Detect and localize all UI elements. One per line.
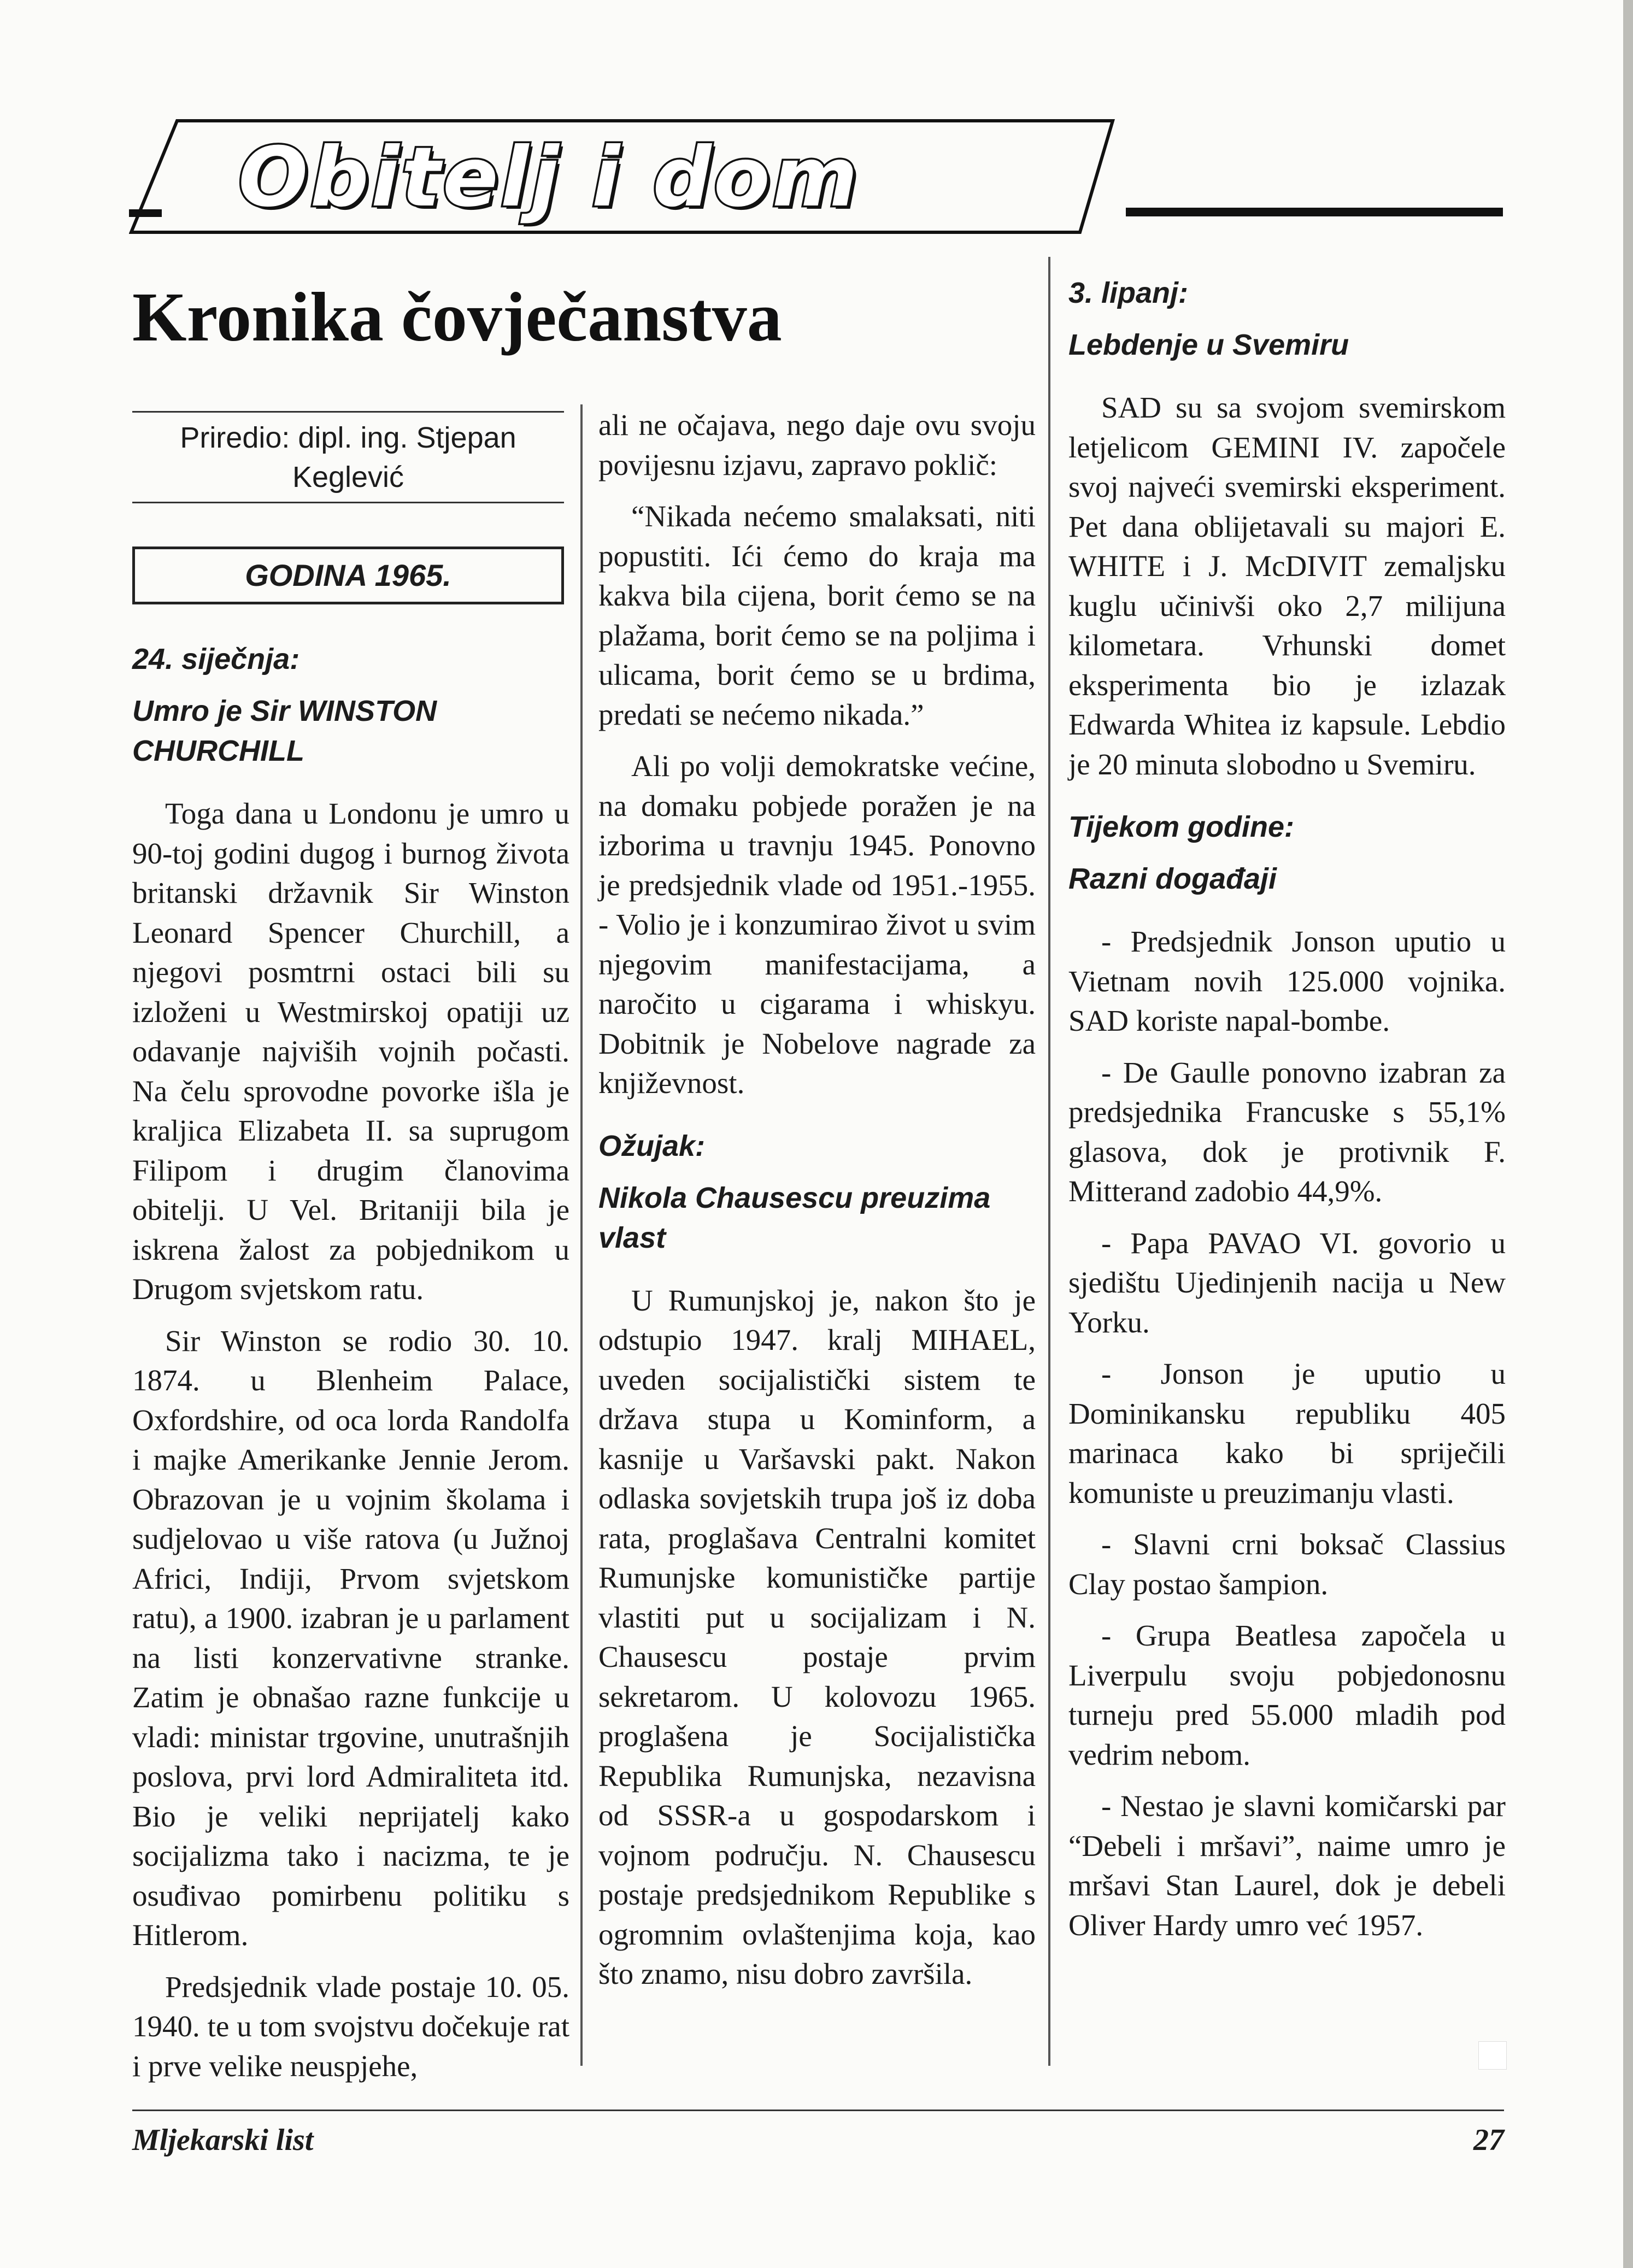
event-item: - Nestao je slavni komičarski par “Debeli i mršavi”, naime umro je mršavi Stan Laurel, dok je debeli Oliver Hardy umro već 1957. [1068, 1789, 1506, 1942]
col2-quote: “Nikada nećemo smalaksati, niti popustiti. Ići ćemo do kraja ma kakva bila cijena, borit ćemo se na plažama, borit ćemo se na poljima i ulicama, borit ćemo se u brdima, predati se nećemo nikada.” [598, 500, 1036, 731]
page-number: 27 [1473, 2123, 1504, 2157]
column-divider [1048, 257, 1050, 2066]
event-item: - Jonson je uputio u Dominikansku republiku 405 marinaca kako bi spriječili komuniste u preuzimanju vlasti. [1068, 1357, 1506, 1509]
byline: Priredio: dipl. ing. Stjepan Keglević [180, 421, 516, 493]
col1-paragraph: Predsjednik vlade postaje 10. 05. 1940. te u tom svojstvu dočekuje rat i prve velike neuspjehe, [132, 1970, 569, 2083]
col3-paragraph: SAD su sa svojom svemirskom letjelicom GEMINI IV. započele svoj najveći svemirski eksperiment. Pet dana oblijetavali su majori E. WHITE i J. McDIVIT zemaljsku kuglu učinivši oko 2,7 milijuna kilometara. Vrhunski domet eksperimenta bio je izlazak Edwarda Whitea iz kapsule. Lebdio je 20 minuta slobodno u Svemiru. [1068, 391, 1506, 781]
scan-edge [1623, 0, 1633, 2268]
col3-headline: Lebdenje u Svemiru [1068, 328, 1349, 361]
column-2 [598, 406, 1036, 1994]
col3-section-headline: Razni događaji [1068, 862, 1277, 895]
column-divider [580, 404, 583, 2066]
col2-date: Ožujak: [598, 1129, 706, 1162]
event-item: - Grupa Beatlesa započela u Liverpulu svoju pobjedonosnu turneju pred 55.000 mladih pod vedrim nebom. [1068, 1619, 1506, 1771]
col3-date: 3. lipanj: [1068, 277, 1189, 309]
col2-paragraph: Ali po volji demokratske većine, na domaku pobjede poražen je na izborima u travnju 1945. Ponovno je predsjednik vlade od 1951.-1955. - Volio je i konzumirao život u svim njegovim manifestacijama, a naročito u cigarama i whiskyu. Dobitnik je Nobelove nagrade za književnost. [598, 749, 1036, 1100]
year-box: GODINA 1965. [132, 547, 564, 604]
section-banner [129, 117, 1121, 238]
page-title: Kronika čovječanstva [132, 278, 782, 356]
event-item: - Papa PAVAO VI. govorio u sjedištu Ujedinjenih nacija u New Yorku. [1068, 1226, 1506, 1339]
col1-paragraph: Sir Winston se rodio 30. 10. 1874. u Blenheim Palace, Oxfordshire, od oca lorda Randolfa i majke Amerikanke Jennie Jerom. Obrazovan je u vojnim školama i sudjelovao u više ratova (u Južnoj Africi, Indiji, Prvom svjetskom ratu), a 1900. izabran je u parlament na listi konzervativne stranke. Zatim je obnašao razne funkcije u vladi: ministar trgovine, unutrašnjih poslova, prvi lord Admiraliteta itd. Bio je veliki neprijatelj kako socijalizma tako i nacizma, te je osuđivao pomirbenu politiku s Hitlerom. [132, 1324, 569, 1952]
col3-section-date: Tijekom godine: [1068, 810, 1295, 843]
event-item: - De Gaulle ponovno izabran za predsjednika Francuske s 55,1% glasova, dok je protivnik F. Mitterand zadobio 44,9%. [1068, 1055, 1506, 1208]
byline-bottom-rule [132, 502, 564, 503]
column-1 [132, 639, 569, 2086]
footer-rule [132, 2110, 1504, 2111]
section-title: Obitelj i dom [238, 130, 860, 225]
col2-headline: Nikola Chausescu preuzima vlast [598, 1181, 991, 1254]
banner-rule [1126, 208, 1503, 216]
end-of-article-mark [1478, 2041, 1507, 2070]
col2-paragraph: ali ne očajava, nego daje ovu svoju povijesnu izjavu, zapravo poklič: [598, 408, 1036, 481]
col1-paragraph: Toga dana u Londonu je umro u 90-toj godini dugog i burnog života britanski državnik Sir Winston Leonard Spencer Churchill, a njegovi posmtrni ostaci bili su izloženi u Westmirskoj opatiji uz odavanje najviših vojnih počasti. Na čelu sprovodne povorke išla je kraljica Elizabeta II. sa suprugom Filipom i drugim članovima obitelji. U Vel. Britaniji bila je iskrena žalost za pobjednikom u Drugom svjetskom ratu. [132, 797, 569, 1306]
col2-paragraph: U Rumunjskoj je, nakon što je odstupio 1947. kralj MIHAEL, uveden socijalistički sistem te država stupa u Kominform, a kasnije u Varšavski pakt. Nakon odlaska sovjetskih trupa još iz doba rata, proglašava Centralni komitet Rumunjske komunističke partije vlastiti put u socijalizam i N. Chausescu postaje prvim sekretarom. U kolovozu 1965. proglašena je Socijalistička Republika Rumunjska, nezavisna od SSSR-a u gospodarskom i vojnom području. N. Chausescu postaje predsjednikom Republike s ogromnim ovlaštenjima koja, kao što znamo, nisu dobro završila. [598, 1283, 1036, 1990]
col1-headline: Umro je Sir WINSTON CHURCHILL [132, 695, 437, 767]
byline-top-rule [132, 411, 564, 413]
col1-date: 24. siječnja: [132, 643, 300, 675]
publication-name: Mljekarski list [132, 2123, 314, 2157]
column-3 [1068, 273, 1506, 1945]
event-item: - Slavni crni boksač Classius Clay postao šampion. [1068, 1527, 1506, 1601]
event-item: - Predsjednik Jonson uputio u Vietnam novih 125.000 vojnika. SAD koriste napal-bombe. [1068, 925, 1506, 1037]
